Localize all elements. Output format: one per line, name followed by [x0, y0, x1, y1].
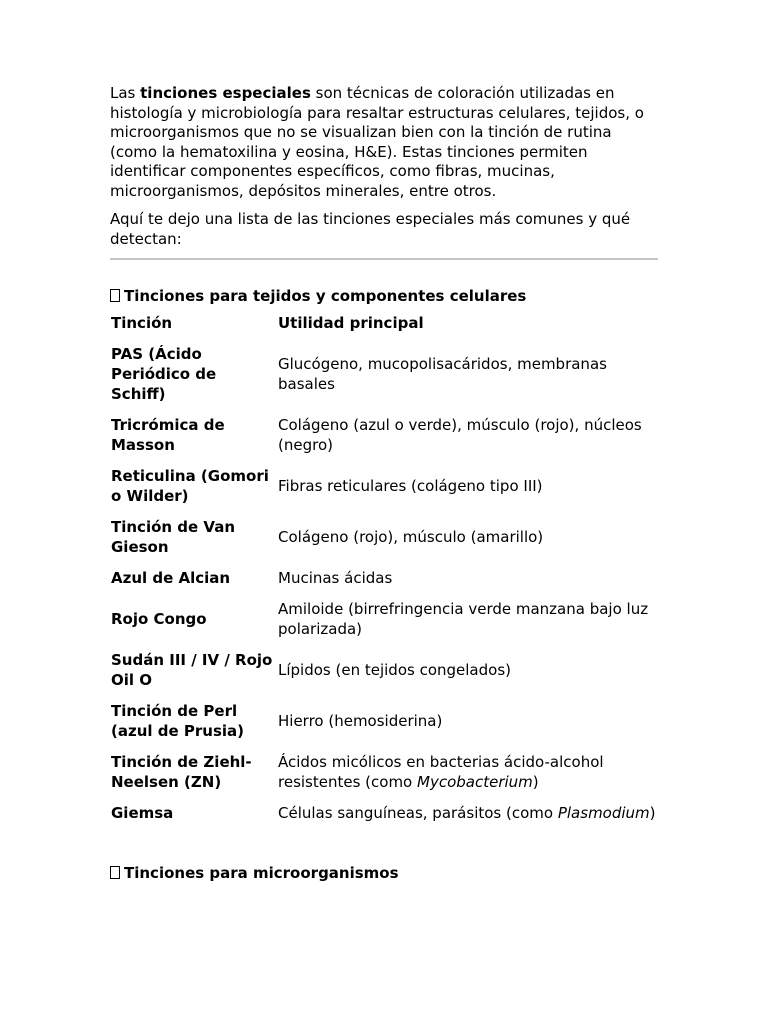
section-heading-microorganisms	[110, 864, 658, 884]
table-cell-stain: Tinción de Van Gieson	[111, 517, 236, 556]
table-cell-use	[277, 798, 658, 829]
table-cell-stain: Tinción de Perl (azul de Prusia)	[111, 701, 245, 740]
use-text: Células sanguíneas, parásitos (como	[278, 803, 558, 822]
table-cell-use: Glucógeno, mucopolisacáridos, membranas basales	[278, 354, 607, 393]
use-organism: Mycobacterium	[417, 772, 533, 791]
section-heading-tissues-text: Tinciones para tejidos y componentes celulares	[124, 287, 527, 305]
table-row	[110, 645, 658, 696]
use-text-end: )	[532, 772, 539, 791]
table-cell-use	[277, 747, 658, 798]
table-cell-stain: Reticulina (Gomori o Wilder)	[111, 466, 269, 505]
use-text: Ácidos micólicos en bacterias ácido-alcohol resistentes (como	[278, 752, 604, 791]
table-row	[110, 696, 658, 747]
table-row	[110, 339, 658, 410]
table-cell-use: Fibras reticulares (colágeno tipo III)	[278, 476, 543, 495]
intro-bold-term: tinciones especiales	[140, 84, 311, 102]
table-row	[110, 461, 658, 512]
table-row	[110, 594, 658, 645]
stains-table	[110, 308, 658, 829]
intro-rest: son técnicas de coloración utilizadas en histología y microbiología para resaltar estructuras celulares, tejidos, o microorganismos que no se visualizan bien con la tinción de rutina (como la hematoxilina y eosina, H&E). Estas tinciones permiten identificar componentes específicos, como fibras, mucinas, microorganismos, depósitos minerales, entre otros.	[110, 84, 644, 200]
list-intro-paragraph: Aquí te dejo una lista de las tinciones especiales más comunes y qué detectan:	[110, 210, 631, 248]
table-cell-stain: Azul de Alcian	[111, 568, 231, 587]
horizontal-rule	[110, 258, 658, 260]
table-cell-use: Amiloide (birrefringencia verde manzana bajo luz polarizada)	[278, 599, 649, 638]
intro-prefix: Las	[110, 84, 141, 102]
intro-paragraph	[110, 84, 658, 201]
table-cell-use: Colágeno (rojo), músculo (amarillo)	[278, 527, 544, 546]
table-header-use: Utilidad principal	[278, 313, 424, 332]
table-cell-stain: PAS (Ácido Periódico de Schiff)	[111, 344, 217, 403]
table-header-row	[110, 308, 658, 339]
table-cell-use: Lípidos (en tejidos congelados)	[278, 660, 511, 679]
table-cell-use: Hierro (hemosiderina)	[278, 711, 443, 730]
section-heading-tissues	[110, 287, 658, 307]
missing-glyph-icon	[110, 289, 120, 302]
table-cell-stain: Sudán III / IV / Rojo Oil O	[111, 650, 273, 689]
table-cell-stain: Giemsa	[111, 803, 174, 822]
table-row	[110, 798, 658, 829]
table-row	[110, 747, 658, 798]
table-cell-stain: Tricrómica de Masson	[111, 415, 225, 454]
section-heading-microorganisms-text: Tinciones para microorganismos	[124, 863, 399, 882]
missing-glyph-icon	[110, 866, 120, 879]
table-row	[110, 512, 658, 563]
table-cell-stain: Tinción de Ziehl-Neelsen (ZN)	[111, 752, 252, 791]
table-row	[110, 410, 658, 461]
use-text-end: )	[649, 803, 656, 822]
table-row	[110, 563, 658, 594]
document-content	[110, 84, 658, 883]
table-cell-use: Colágeno (azul o verde), músculo (rojo), núcleos (negro)	[278, 415, 642, 454]
table-cell-use: Mucinas ácidas	[278, 568, 393, 587]
use-organism: Plasmodium	[557, 803, 650, 822]
table-header-stain: Tinción	[111, 313, 173, 332]
table-cell-stain: Rojo Congo	[111, 609, 207, 628]
